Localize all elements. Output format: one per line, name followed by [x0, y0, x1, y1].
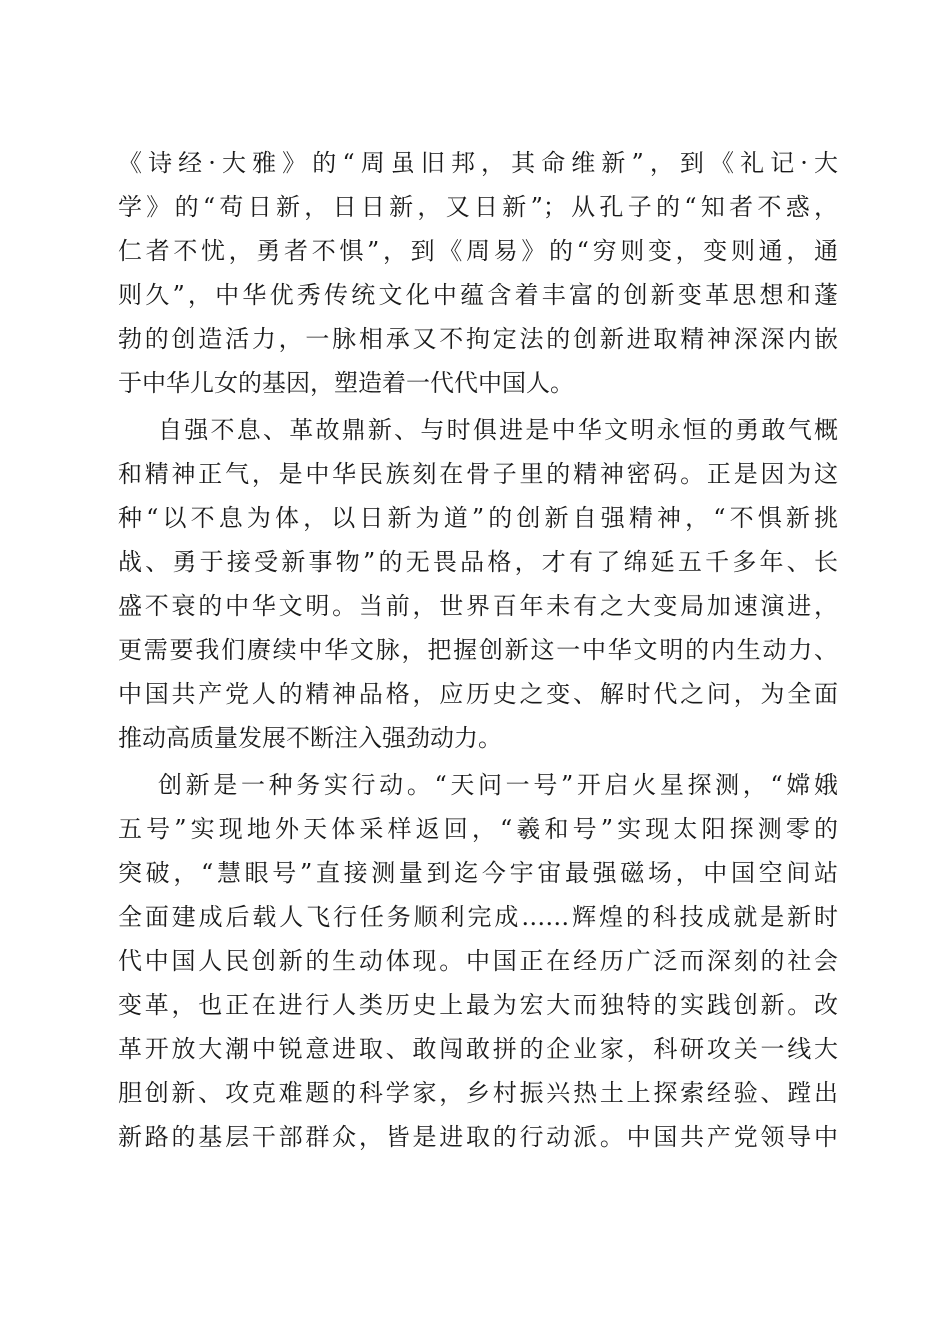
- paragraph-1-line-2: 学》的“苟日新，日日新，又日新”；从孔子的“知者不惑，: [118, 193, 838, 221]
- paragraph-3-line-8: 胆创新、攻克难题的科学家，乡村振兴热土上探索经验、蹚出: [118, 1079, 838, 1107]
- paragraph-3-line-7: 革开放大潮中锐意进取、敢闯敢拼的企业家，科研攻关一线大: [118, 1035, 838, 1063]
- paragraph-1-line-4: 则久”，中华优秀传统文化中蕴含着丰富的创新变革思想和蓬: [118, 281, 838, 309]
- paragraph-3-line-4: 全面建成后载人飞行任务顺利完成……辉煌的科技成就是新时: [118, 903, 838, 931]
- paragraph-2-line-2: 和精神正气，是中华民族刻在骨子里的精神密码。正是因为这: [118, 460, 838, 488]
- paragraph-2-line-4: 战、勇于接受新事物”的无畏品格，才有了绵延五千多年、长: [118, 548, 838, 576]
- paragraph-2-line-7: 中国共产党人的精神品格，应历史之变、解时代之问，为全面: [118, 680, 838, 708]
- paragraph-2-line-8: 推动高质量发展不断注入强劲动力。: [118, 724, 502, 752]
- paragraph-3-line-9: 新路的基层干部群众，皆是进取的行动派。中国共产党领导中: [118, 1123, 838, 1151]
- paragraph-3-line-6: 变革，也正在进行人类历史上最为宏大而独特的实践创新。改: [118, 991, 838, 1019]
- paragraph-1-line-3: 仁者不忧，勇者不惧”，到《周易》的“穷则变，变则通，通: [118, 237, 838, 265]
- paragraph-1-line-1: 《诗经·大雅》的“周虽旧邦，其命维新”，到《礼记·大: [118, 149, 838, 177]
- paragraph-3-line-1: 创新是一种务实行动。“天问一号”开启火星探测，“嫦娥: [158, 771, 838, 799]
- paragraph-2-line-3: 种“以不息为体，以日新为道”的创新自强精神，“不惧新挑: [118, 504, 838, 532]
- paragraph-2-line-6: 更需要我们赓续中华文脉，把握创新这一中华文明的内生动力、: [118, 636, 838, 664]
- paragraph-1-line-5: 勃的创造活力，一脉相承又不拘定法的创新进取精神深深内嵌: [118, 325, 838, 353]
- paragraph-1-line-6: 于中华儿女的基因，塑造着一代代中国人。: [118, 369, 574, 397]
- paragraph-3-line-3: 突破，“慧眼号”直接测量到迄今宇宙最强磁场，中国空间站: [118, 859, 838, 887]
- paragraph-3-line-5: 代中国人民创新的生动体现。中国正在经历广泛而深刻的社会: [118, 947, 838, 975]
- paragraph-2-line-1: 自强不息、革故鼎新、与时俱进是中华文明永恒的勇敢气概: [158, 416, 838, 444]
- paragraph-3-line-2: 五号”实现地外天体采样返回，“羲和号”实现太阳探测零的: [118, 815, 838, 843]
- paragraph-2-line-5: 盛不衰的中华文明。当前，世界百年未有之大变局加速演进，: [118, 592, 838, 620]
